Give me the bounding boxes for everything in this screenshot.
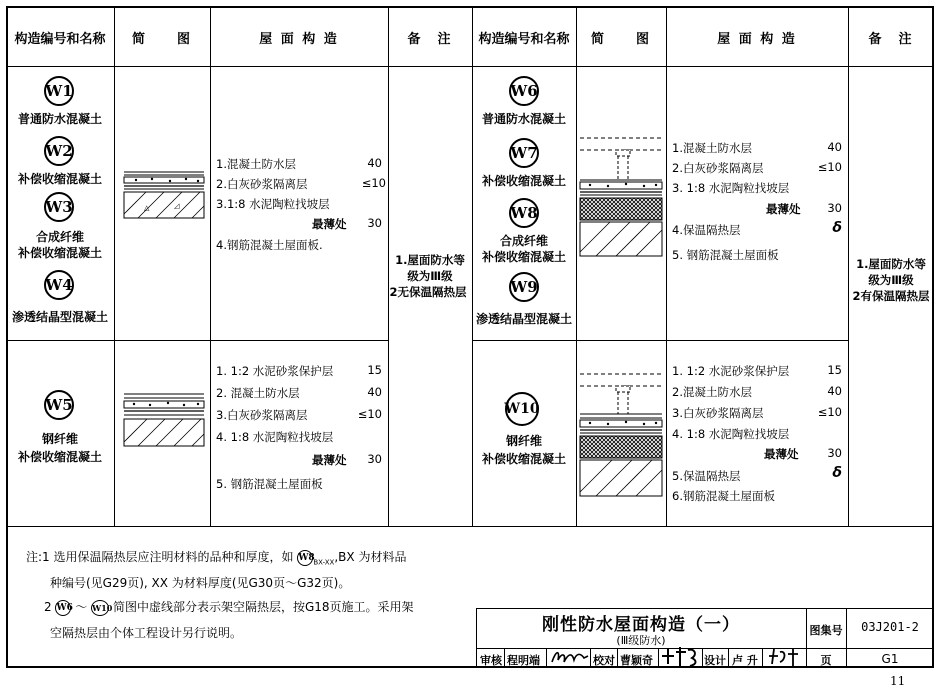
construction-name: 渗透结晶型混凝土 — [11, 310, 108, 324]
checker-signature — [660, 644, 702, 668]
code-circle-w7: W7 — [509, 138, 539, 168]
section-diagram-w5 — [124, 392, 204, 450]
layer-value: ≤10 — [361, 176, 386, 190]
drawing-frame — [6, 6, 934, 668]
sig-divider — [617, 648, 618, 668]
layer-text: 3. 1:8 水泥陶粒找坡层 — [672, 181, 790, 195]
layer-value: 30 — [367, 216, 382, 230]
atlas-number: 03J201-2 — [861, 620, 919, 634]
header-divider — [6, 66, 934, 67]
construction-name: 补偿收缩混凝土 — [17, 172, 102, 186]
code-circle-w8-small: W8 — [297, 550, 313, 566]
construction-name: 补偿收缩混凝土 — [481, 250, 566, 264]
remark-line: 级为Ⅲ级 — [868, 273, 914, 287]
remark-line: 1.屋面防水等 — [395, 253, 465, 267]
sig-divider — [546, 648, 547, 668]
layer-text: 最薄处 — [312, 217, 347, 231]
code-circle-w10-small: W10 — [91, 600, 109, 616]
layer-value: 30 — [827, 446, 842, 460]
construction-name: 补偿收缩混凝土 — [17, 450, 102, 464]
construction-name: 普通防水混凝土 — [481, 112, 566, 126]
svg-text:◿: ◿ — [174, 202, 180, 210]
note-text: 2 — [44, 600, 52, 614]
layer-text: 3.白灰砂浆隔离层 — [216, 408, 308, 422]
review-label: 审核 — [480, 654, 502, 667]
col-line — [114, 6, 115, 526]
check-label: 校对 — [593, 654, 615, 667]
page-label: 页 — [820, 654, 832, 667]
svg-text:△: △ — [144, 204, 150, 212]
construction-name: 钢纤维 — [505, 434, 542, 448]
layer-text: 1.混凝土防水层 — [672, 141, 752, 155]
layer-text: 1. 1:2 水泥砂浆保护层 — [672, 364, 790, 378]
layer-value: 30 — [367, 452, 382, 466]
remark-line: 1.屋面防水等 — [856, 257, 926, 271]
layer-text: 5.保温隔热层 — [672, 469, 741, 483]
layer-text: 5. 钢筋混凝土屋面板 — [216, 477, 323, 491]
layer-text: 5. 钢筋混凝土屋面板 — [672, 248, 779, 262]
section-diagram-w1-w4 — [124, 168, 204, 220]
layer-text: 4.保温隔热层 — [672, 223, 741, 237]
layer-value: 40 — [827, 140, 842, 154]
drawing-title: 刚性防水屋面构造（一） — [542, 615, 740, 635]
code-circle-w2: W2 — [44, 136, 74, 166]
layer-value: ≤10 — [817, 405, 842, 419]
layer-value: δ — [832, 465, 842, 481]
construction-name: 补偿收缩混凝土 — [481, 174, 566, 188]
layer-value: ≤10 — [817, 160, 842, 174]
code-circle-w10: W10 — [505, 392, 539, 426]
layer-value: 15 — [367, 363, 382, 377]
designer-signature — [766, 646, 802, 668]
code-circle-w5: W5 — [44, 390, 74, 420]
remark-line: 2有保温隔热层 — [852, 289, 930, 303]
sig-divider — [658, 648, 659, 668]
layer-value: δ — [832, 220, 842, 236]
reviewer-name: 程明端 — [507, 654, 540, 667]
header-code-name: 构造编号和名称 — [14, 32, 106, 47]
header-remarks: 备 注 — [868, 32, 914, 47]
atlas-label: 图集号 — [809, 624, 843, 637]
remark-right — [848, 256, 934, 304]
layer-text: 1.混凝土防水层 — [216, 157, 296, 171]
layer-text: 4.钢筋混凝土屋面板. — [216, 238, 323, 252]
layer-text: 3.1:8 水泥陶粒找坡层 — [216, 197, 330, 211]
note-line-2: 种编号(见G29页), XX 为材料厚度(见G30页～G32页)。 — [50, 576, 351, 590]
code-circle-w1: W1 — [44, 76, 74, 106]
layer-text: 2.白灰砂浆隔离层 — [216, 177, 308, 191]
construction-name: 钢纤维 — [41, 432, 78, 446]
sig-divider — [590, 648, 591, 668]
layer-text: 最薄处 — [312, 453, 347, 467]
row-divider-right — [472, 340, 848, 341]
layer-value: 40 — [827, 384, 842, 398]
sig-divider — [504, 648, 505, 668]
note-subscript: BX-XX — [313, 558, 335, 567]
code-circle-w9: W9 — [509, 272, 539, 302]
drawing-subtitle: (Ⅲ级防水) — [616, 634, 666, 647]
layer-text: 2.混凝土防水层 — [672, 385, 752, 399]
construction-name: 补偿收缩混凝土 — [17, 246, 102, 260]
layer-text: 1. 1:2 水泥砂浆保护层 — [216, 364, 334, 378]
header-remarks: 备 注 — [407, 32, 453, 47]
layer-text: 2.白灰砂浆隔离层 — [672, 161, 764, 175]
header-construction: 屋 面 构 造 — [259, 32, 339, 47]
note-text: ,BX 为材料品 — [334, 550, 407, 564]
construction-name: 普通防水混凝土 — [17, 112, 102, 126]
note-line-1 — [26, 548, 406, 566]
layer-text: 4. 1:8 水泥陶粒找坡层 — [672, 427, 790, 441]
layer-value: 40 — [367, 385, 382, 399]
design-label: 设计 — [704, 654, 726, 667]
layer-text: 3.白灰砂浆隔离层 — [672, 406, 764, 420]
designer-name: 卢 升 — [732, 654, 758, 667]
header-diagram: 简 图 — [131, 32, 192, 47]
code-circle-w6-small: W6 — [55, 600, 71, 616]
construction-name: 渗透结晶型混凝土 — [475, 312, 572, 326]
layer-value: ≤10 — [357, 407, 382, 421]
title-block-top — [476, 608, 934, 609]
layer-text: 最薄处 — [764, 447, 799, 461]
layer-text: 最薄处 — [766, 202, 801, 216]
code-circle-w3: W3 — [44, 192, 74, 222]
note-text: ～ — [75, 600, 88, 614]
layer-value: 40 — [367, 156, 382, 170]
header-construction: 屋 面 构 造 — [717, 32, 797, 47]
construction-name: 补偿收缩混凝土 — [481, 452, 566, 466]
section-diagram-w6-w9 — [580, 136, 662, 262]
layer-text: 2. 混凝土防水层 — [216, 386, 300, 400]
page-number: 11 — [890, 674, 906, 688]
checker-name: 曹颖奇 — [620, 654, 653, 667]
page-code: G1 — [881, 652, 899, 666]
sig-divider — [728, 648, 729, 668]
note-line-3 — [44, 598, 414, 616]
col-line — [210, 6, 211, 526]
title-block-mid — [476, 648, 934, 649]
code-circle-w4: W4 — [44, 270, 74, 300]
construction-name: 合成纤维 — [499, 234, 548, 248]
layer-text: 4. 1:8 水泥陶粒找坡层 — [216, 430, 334, 444]
col-line — [576, 6, 577, 526]
row-divider-left — [6, 340, 388, 341]
reviewer-signature — [550, 646, 590, 668]
construction-name: 合成纤维 — [35, 230, 84, 244]
header-code-name: 构造编号和名称 — [478, 32, 570, 47]
remark-line: 2无保温隔热层 — [389, 285, 467, 299]
header-diagram: 简 图 — [590, 32, 651, 47]
remark-line: 级为Ⅲ级 — [407, 269, 453, 283]
col-line — [666, 6, 667, 526]
remark-left — [388, 252, 472, 300]
layer-value: 30 — [827, 201, 842, 215]
note-text: 注:1 选用保温隔热层应注明材料的品种和厚度，如 — [26, 550, 294, 564]
sig-divider — [702, 648, 703, 668]
note-text: 简图中虚线部分表示架空隔热层，按G18页施工。采用架 — [112, 600, 414, 614]
sig-divider — [762, 648, 763, 668]
section-diagram-w10 — [580, 372, 662, 502]
table-bottom — [6, 526, 934, 527]
code-circle-w8: W8 — [509, 198, 539, 228]
layer-text: 6.钢筋混凝土屋面板 — [672, 489, 775, 503]
note-line-4: 空隔热层由个体工程设计另行说明。 — [50, 626, 243, 640]
layer-value: 15 — [827, 363, 842, 377]
code-circle-w6: W6 — [509, 76, 539, 106]
